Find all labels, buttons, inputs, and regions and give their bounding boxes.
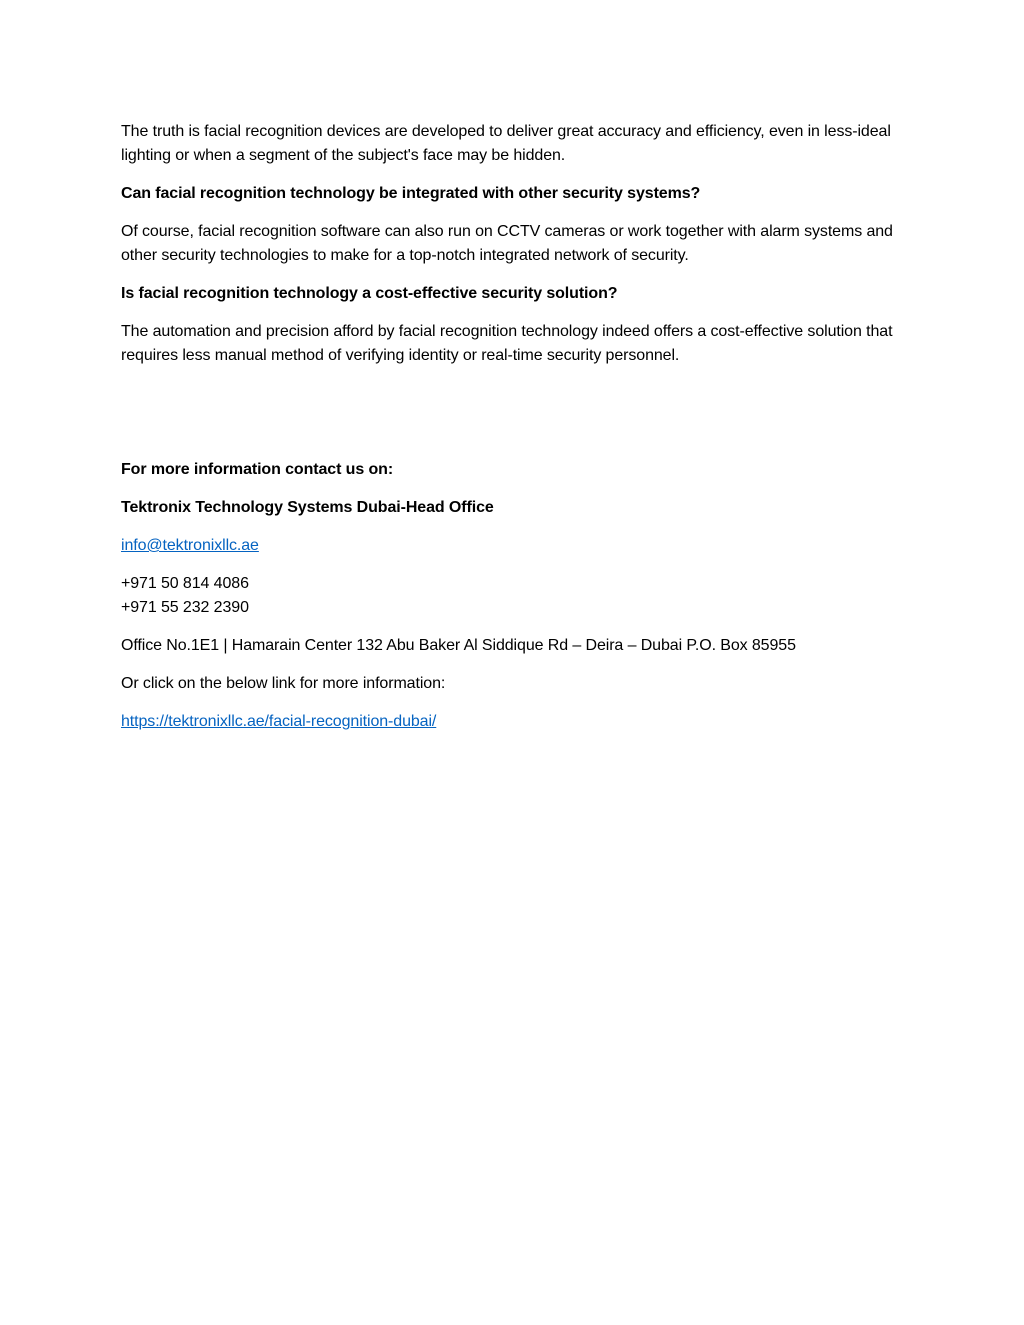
link-prompt: Or click on the below link for more information:	[121, 675, 446, 692]
contact-heading: For more information contact us on:	[121, 461, 394, 478]
phone-numbers	[121, 572, 901, 620]
email-link[interactable]: info@tektronixllc.ae	[121, 537, 259, 554]
document-page	[121, 120, 901, 748]
phone-number-2: +971 55 232 2390	[121, 599, 249, 616]
phone-number-1: +971 50 814 4086	[121, 575, 249, 592]
question-cost: Is facial recognition technology a cost-effective security solution?	[121, 285, 618, 302]
website-link[interactable]: https://tektronixllc.ae/facial-recognition-dubai/	[121, 713, 437, 730]
paragraph-integration: Of course, facial recognition software can also run on CCTV cameras or work together with alarm systems and other security technologies to make for a top-notch integrated network of security.	[121, 223, 893, 264]
paragraph-accuracy: The truth is facial recognition devices are developed to deliver great accuracy and efficiency, even in less-ideal lighting or when a segment of the subject's face may be hidden.	[121, 123, 891, 164]
paragraph-cost: The automation and precision afford by facial recognition technology indeed offers a cost-effective solution that requires less manual method of verifying identity or real-time security personnel.	[121, 323, 893, 364]
company-name: Tektronix Technology Systems Dubai-Head Office	[121, 499, 494, 516]
office-address: Office No.1E1 | Hamarain Center 132 Abu Baker Al Siddique Rd – Deira – Dubai P.O. Box 85955	[121, 637, 796, 654]
section-spacer	[121, 382, 901, 458]
question-integration: Can facial recognition technology be integrated with other security systems?	[121, 185, 701, 202]
